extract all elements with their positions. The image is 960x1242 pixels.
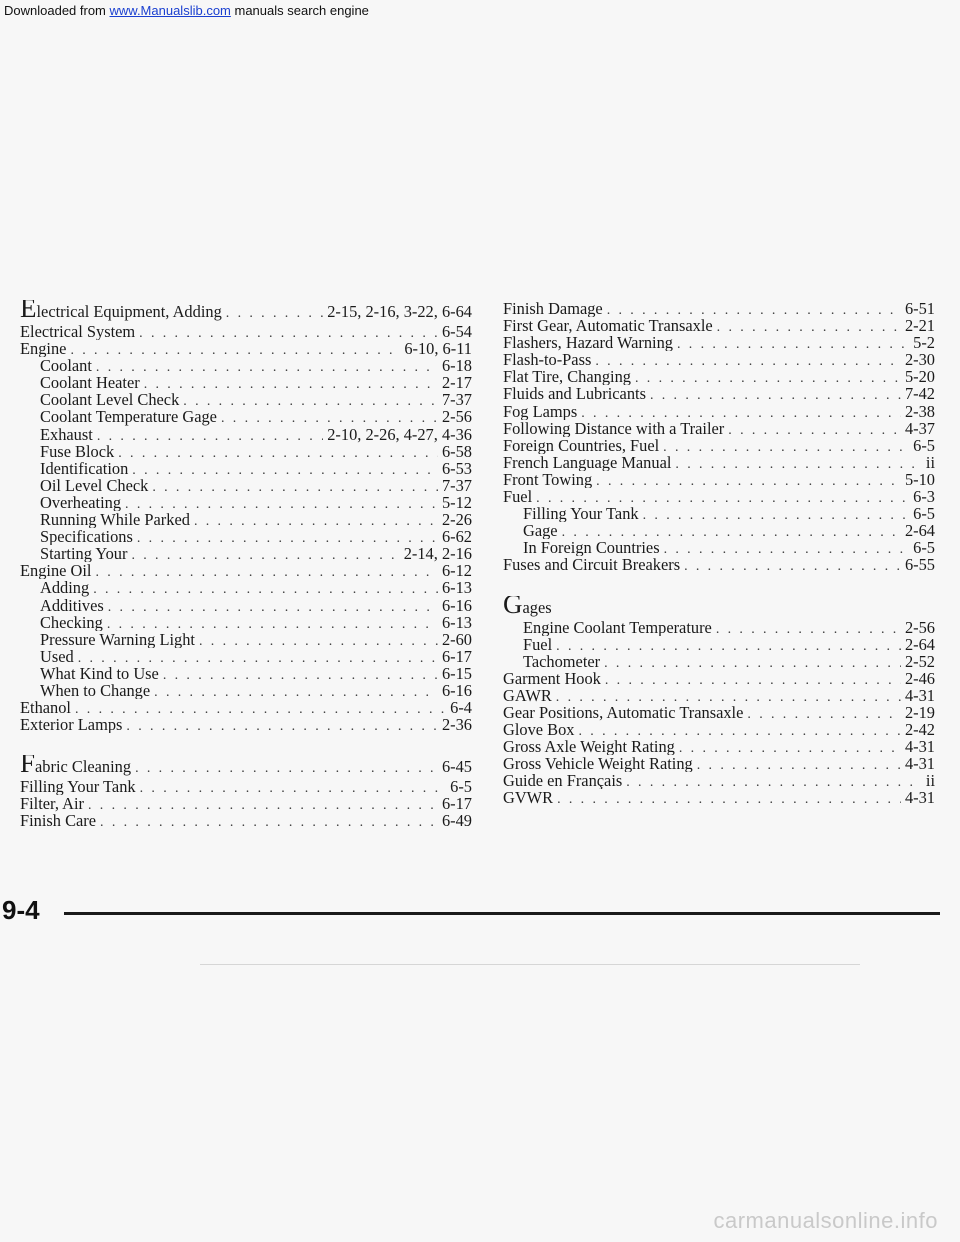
entry-title: Oil Level Check xyxy=(40,476,149,494)
dot-leader xyxy=(716,621,901,636)
index-entry xyxy=(20,528,472,545)
entry-pages: 6-15 xyxy=(441,664,472,682)
dot-leader xyxy=(697,757,901,772)
index-entry xyxy=(503,403,935,420)
index-entry xyxy=(20,812,472,829)
entry-title: When to Change xyxy=(40,681,151,700)
banner-prefix: Downloaded from xyxy=(4,3,110,18)
entry-title: Flat Tire, Changing xyxy=(503,368,631,386)
index-entry xyxy=(20,562,472,579)
dot-leader xyxy=(96,359,438,374)
dot-leader xyxy=(556,638,901,653)
index-entry xyxy=(20,408,472,425)
dot-leader xyxy=(679,740,901,755)
entry-pages: 2-60 xyxy=(441,630,472,648)
entry-title: Fuses and Circuit Breakers xyxy=(503,556,681,574)
entry-pages: 6-54 xyxy=(441,323,472,341)
dot-leader xyxy=(604,655,901,670)
entry-pages: 6-17 xyxy=(441,647,472,665)
entry-title: Coolant Heater xyxy=(40,374,140,392)
dot-leader xyxy=(144,376,438,391)
dot-leader xyxy=(581,405,901,420)
entry-title: French Language Manual xyxy=(503,453,672,471)
entry-pages: 2-30 xyxy=(904,351,935,369)
entry-pages: 6-49 xyxy=(441,812,472,830)
dot-leader xyxy=(677,336,909,351)
entry-pages: 2-17 xyxy=(441,374,472,392)
index-entry xyxy=(503,687,935,704)
dot-leader xyxy=(154,684,438,699)
index-entry xyxy=(503,437,935,454)
index-entry xyxy=(503,619,935,636)
index-column-left xyxy=(20,300,472,830)
entry-title: Fuel xyxy=(503,488,533,506)
dot-leader xyxy=(562,524,901,539)
dot-leader xyxy=(626,774,922,789)
dot-leader xyxy=(100,814,438,829)
entry-pages: 6-3 xyxy=(913,488,935,506)
entry-pages: 6-5 xyxy=(913,436,935,454)
index-entry xyxy=(20,391,472,408)
index-entry xyxy=(20,579,472,596)
index-entry xyxy=(503,300,935,317)
index-entry xyxy=(503,368,935,385)
entry-pages: 4-31 xyxy=(904,686,935,704)
index-entry xyxy=(503,755,935,772)
entry-title: Adding xyxy=(40,579,90,597)
entry-pages: 2-19 xyxy=(904,703,935,722)
entry-pages: 2-42 xyxy=(904,721,935,739)
dot-leader xyxy=(557,791,901,806)
entry-title: Overheating xyxy=(40,493,122,512)
dot-leader xyxy=(194,513,438,528)
page-number: 9-4 xyxy=(2,895,40,925)
index-entry xyxy=(20,477,472,494)
dot-leader xyxy=(675,456,921,471)
entry-title: Tachometer xyxy=(523,652,601,670)
index-entry xyxy=(20,443,472,460)
entry-title: Additives xyxy=(40,596,104,614)
index-entry xyxy=(503,704,935,721)
dot-leader xyxy=(684,558,901,573)
index-entry xyxy=(20,460,472,477)
entry-title: Coolant xyxy=(40,357,92,375)
dot-leader xyxy=(226,302,323,323)
entry-title: Starting Your xyxy=(40,545,128,563)
entry-title: Finish Damage xyxy=(503,300,603,318)
entry-pages: 6-53 xyxy=(441,459,472,477)
dot-leader xyxy=(97,428,323,443)
entry-title: Gear Positions, Automatic Transaxle xyxy=(503,703,744,722)
entry-title: Following Distance with a Trailer xyxy=(503,419,725,437)
index-entry xyxy=(20,300,472,323)
dot-leader xyxy=(125,496,438,511)
index-entry xyxy=(503,738,935,755)
index-entry xyxy=(20,665,472,682)
dot-leader xyxy=(131,547,399,562)
index-entry xyxy=(20,357,472,374)
footer-faint-rule xyxy=(200,964,860,965)
section-gap xyxy=(503,574,935,596)
index-entry xyxy=(503,789,935,806)
entry-pages: 2-38 xyxy=(904,402,935,420)
index-entry xyxy=(20,755,472,778)
entry-pages: 2-26 xyxy=(441,511,472,529)
entry-title: Garment Hook xyxy=(503,669,601,687)
dot-leader xyxy=(199,633,438,648)
entry-title: Used xyxy=(40,647,74,665)
entry-pages: 7-37 xyxy=(441,391,472,409)
dot-leader xyxy=(578,723,900,738)
footer-rule xyxy=(64,912,940,915)
dot-leader xyxy=(78,650,438,665)
entry-title: Ethanol xyxy=(20,699,71,717)
dot-leader xyxy=(605,672,901,687)
index-entry xyxy=(20,511,472,528)
index-entry xyxy=(503,596,935,619)
entry-title: Fog Lamps xyxy=(503,402,578,420)
entry-title: Engine xyxy=(20,340,67,358)
entry-title: Filling Your Tank xyxy=(523,505,639,523)
entry-pages: 5-20 xyxy=(904,368,935,386)
index-entry xyxy=(20,597,472,614)
index-entry xyxy=(503,505,935,522)
entry-pages: 6-62 xyxy=(441,528,472,546)
entry-title: Flashers, Hazard Warning xyxy=(503,334,673,352)
dot-leader xyxy=(132,462,438,477)
entry-title: Fuel xyxy=(523,635,553,653)
entry-title: Glove Box xyxy=(503,721,575,739)
dot-leader xyxy=(93,581,438,596)
dot-leader xyxy=(650,387,901,402)
dot-leader xyxy=(728,422,901,437)
entry-title: Foreign Countries, Fuel xyxy=(503,436,660,454)
index-entry xyxy=(503,420,935,437)
dot-leader xyxy=(183,393,438,408)
dot-leader xyxy=(107,616,438,631)
entry-pages: ii xyxy=(925,453,935,471)
dot-leader xyxy=(118,445,438,460)
entry-title: Specifications xyxy=(40,528,133,546)
entry-title: Flash-to-Pass xyxy=(503,351,592,369)
entry-pages: 2-52 xyxy=(904,652,935,670)
dot-leader xyxy=(75,701,446,716)
index-entry xyxy=(503,539,935,556)
index-entry xyxy=(503,636,935,653)
entry-pages: 5-12 xyxy=(441,493,472,512)
entry-title: Finish Care xyxy=(20,812,97,830)
entry-pages: 5-2 xyxy=(913,334,935,352)
dot-leader xyxy=(221,410,438,425)
dot-leader xyxy=(596,473,901,488)
entry-pages: 6-58 xyxy=(441,442,472,460)
dot-leader xyxy=(88,797,438,812)
index-entry xyxy=(20,614,472,631)
index-entry xyxy=(20,778,472,795)
entry-pages: 2-46 xyxy=(904,669,935,687)
dot-leader xyxy=(137,530,438,545)
entry-pages: 6-16 xyxy=(441,681,472,700)
section-gap xyxy=(20,733,472,755)
index-entry xyxy=(20,631,472,648)
entry-pages: 6-17 xyxy=(441,795,472,813)
entry-title: GVWR xyxy=(503,789,554,807)
index-entry xyxy=(503,772,935,789)
index-column-right xyxy=(503,300,935,807)
entry-title: Exterior Lamps xyxy=(20,716,123,734)
entry-title: Running While Parked xyxy=(40,511,190,529)
entry-title: Fabric Cleaning xyxy=(20,755,132,779)
dot-leader xyxy=(717,319,901,334)
index-entry xyxy=(20,340,472,357)
entry-pages: 2-21 xyxy=(904,317,935,335)
entry-title: In Foreign Countries xyxy=(523,539,660,557)
entry-title: Engine Coolant Temperature xyxy=(523,618,712,636)
entry-title: Gross Axle Weight Rating xyxy=(503,738,675,756)
manualslib-link[interactable]: www.Manualslib.com xyxy=(109,3,231,18)
entry-pages: 6-10, 6-11 xyxy=(404,340,472,358)
dot-leader xyxy=(607,302,901,317)
dot-leader xyxy=(643,507,910,522)
entry-title: Filling Your Tank xyxy=(20,778,136,796)
dot-leader xyxy=(126,718,438,733)
index-entry xyxy=(20,716,472,733)
index-entry xyxy=(503,317,935,334)
index-entry xyxy=(503,653,935,670)
entry-title: Filter, Air xyxy=(20,795,84,813)
dot-leader xyxy=(140,780,447,795)
index-entry xyxy=(20,545,472,562)
dot-leader xyxy=(163,667,438,682)
entry-pages: 6-5 xyxy=(913,505,935,523)
entry-pages: 2-56 xyxy=(904,618,935,636)
entry-pages: 2-64 xyxy=(904,635,935,653)
entry-title: GAWR xyxy=(503,686,552,704)
entry-title: Electrical Equipment, Adding xyxy=(20,300,222,323)
entry-pages: 4-31 xyxy=(904,755,935,773)
index-entry xyxy=(503,385,935,402)
entry-pages: 6-13 xyxy=(441,613,472,631)
entry-pages: 6-45 xyxy=(441,757,472,777)
entry-title: Coolant Level Check xyxy=(40,391,180,409)
banner-suffix: manuals search engine xyxy=(230,3,369,18)
download-banner xyxy=(0,0,960,22)
index-entry xyxy=(503,721,935,738)
dot-leader xyxy=(108,599,438,614)
index-entry xyxy=(503,334,935,351)
index-entry xyxy=(20,699,472,716)
dot-leader xyxy=(747,706,901,721)
entry-pages: 6-18 xyxy=(441,357,472,375)
index-entry xyxy=(20,494,472,511)
index-entry xyxy=(503,471,935,488)
dot-leader xyxy=(152,479,438,494)
dot-leader xyxy=(595,353,901,368)
entry-title: First Gear, Automatic Transaxle xyxy=(503,317,713,335)
index-entry xyxy=(503,351,935,368)
dot-leader xyxy=(664,541,910,556)
entry-pages: 5-10 xyxy=(904,470,935,489)
entry-pages: 6-5 xyxy=(450,778,472,796)
entry-pages: ii xyxy=(925,772,935,790)
dot-leader xyxy=(135,757,438,778)
entry-title: Fluids and Lubricants xyxy=(503,385,646,403)
dot-leader xyxy=(556,689,901,704)
entry-title: Front Towing xyxy=(503,470,593,489)
dot-leader xyxy=(139,325,438,340)
index-entry xyxy=(503,556,935,573)
entry-pages: 2-36 xyxy=(441,716,472,734)
entry-title: Fuse Block xyxy=(40,442,115,460)
entry-pages: 6-12 xyxy=(441,562,472,580)
entry-title: Engine Oil xyxy=(20,562,92,580)
entry-title: Electrical System xyxy=(20,323,136,341)
entry-pages: 2-14, 2-16 xyxy=(403,545,472,563)
dot-leader xyxy=(95,564,437,579)
index-entry xyxy=(20,795,472,812)
index-entry xyxy=(20,682,472,699)
entry-title: Guide en Français xyxy=(503,772,623,790)
entry-title: Coolant Temperature Gage xyxy=(40,408,217,426)
entry-title: Gross Vehicle Weight Rating xyxy=(503,755,693,773)
entry-pages: 4-31 xyxy=(904,738,935,756)
index-entry xyxy=(503,670,935,687)
dot-leader xyxy=(70,342,400,357)
dot-leader xyxy=(635,370,901,385)
entry-pages: 6-51 xyxy=(904,300,935,318)
entry-pages: 2-64 xyxy=(904,522,935,540)
entry-pages: 7-37 xyxy=(441,476,472,494)
index-entry xyxy=(503,488,935,505)
index-entry xyxy=(20,426,472,443)
entry-pages: 2-15, 2-16, 3-22, 6-64 xyxy=(327,302,472,321)
entry-pages: 4-37 xyxy=(904,419,935,437)
entry-pages: 6-55 xyxy=(904,556,935,574)
entry-title: Exhaust xyxy=(40,425,93,443)
entry-pages: 6-16 xyxy=(441,596,472,614)
entry-pages: 7-42 xyxy=(904,385,935,403)
entry-pages: 6-5 xyxy=(913,539,935,557)
entry-title: Pressure Warning Light xyxy=(40,630,195,648)
dot-leader xyxy=(536,490,909,505)
entry-title: Checking xyxy=(40,613,103,631)
entry-pages: 2-56 xyxy=(441,408,472,426)
entry-title: What Kind to Use xyxy=(40,664,159,682)
entry-pages: 6-4 xyxy=(450,699,472,717)
index-entry xyxy=(20,323,472,340)
entry-pages: 6-13 xyxy=(441,579,472,597)
entry-pages: 4-31 xyxy=(904,789,935,807)
dot-leader xyxy=(663,439,909,454)
entry-title: Gage xyxy=(523,522,558,540)
index-entry xyxy=(20,374,472,391)
entry-pages: 2-10, 2-26, 4-27, 4-36 xyxy=(327,425,472,443)
index-entry xyxy=(503,522,935,539)
index-entry xyxy=(20,648,472,665)
entry-title: Identification xyxy=(40,459,129,477)
index-entry xyxy=(503,454,935,471)
watermark: carmanualsonline.info xyxy=(713,1208,938,1233)
entry-title: Gages xyxy=(503,595,552,619)
